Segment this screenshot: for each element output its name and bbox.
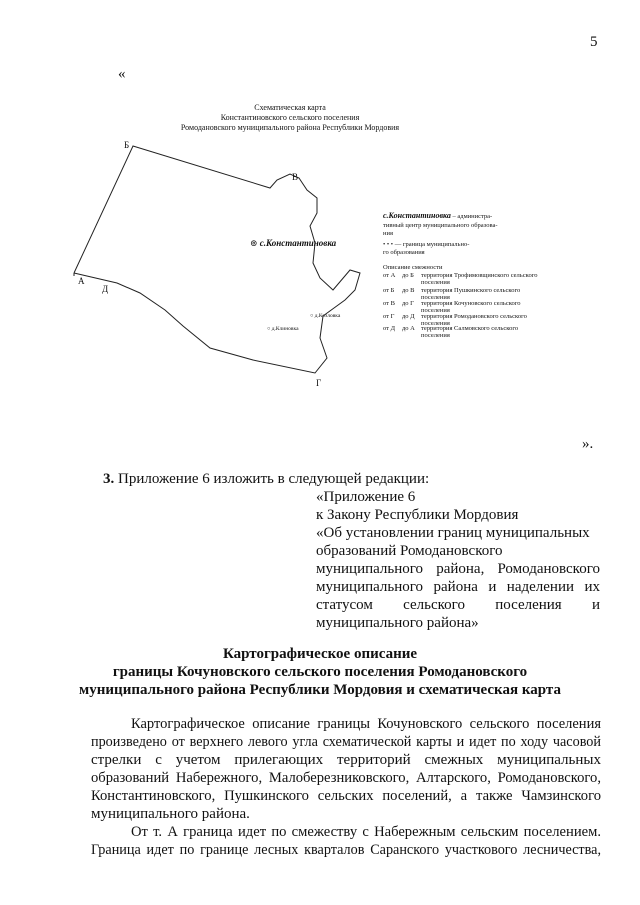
center-marker-icon: ⊚: [250, 238, 258, 248]
point-d-label: Д: [102, 284, 109, 294]
paragraph-1-line: произведено от верхнего левого угла схематической карты и идет по ходу часовой: [91, 734, 601, 750]
close-quote: ».: [582, 436, 594, 452]
village-1-name: д.Козловка: [314, 313, 341, 319]
adjacency-to: до Г: [402, 300, 414, 307]
appendix-line-8: муниципального района»: [316, 615, 479, 631]
heading-line-1: Картографическое описание: [222, 646, 418, 662]
point-v-label: В: [292, 172, 299, 182]
adjacency-from: от В: [383, 300, 395, 307]
adjacency-desc: территория Салмовского сельского: [421, 325, 519, 332]
legend-adjacency-title: Описание смежности: [383, 264, 443, 271]
appendix-line-1: «Приложение 6: [316, 489, 416, 505]
map-title-line-1: Схематическая карта: [254, 103, 326, 112]
adjacency-desc: территория Трофимовщинского сельского: [421, 272, 538, 279]
paragraph-1-line: Константиновского, Пушкинского сельских поселений, а также Чамзинского: [91, 788, 601, 804]
appendix-line-4: образований Ромодановского: [316, 543, 503, 559]
legend-center-name: с.Константиновка: [383, 211, 451, 220]
item-3: [103, 470, 429, 488]
page-number: 5: [590, 34, 598, 50]
adjacency-from: от Г: [383, 313, 395, 320]
adjacency-from: от А: [383, 272, 396, 279]
legend-center-desc-2: тивный центр муниципального образова-: [383, 222, 498, 229]
map-title-line-3: Ромодановского муниципального района Республики Мордовия: [180, 123, 400, 132]
legend-center: [383, 212, 492, 221]
adjacency-to: до Б: [402, 272, 414, 279]
center-name: с.Константиновка: [259, 238, 337, 248]
appendix-line-6: муниципального района и наделении их: [316, 579, 600, 595]
adjacency-desc: поселения: [421, 332, 450, 339]
adjacency-to: до Д: [402, 313, 415, 320]
paragraph-1-line: муниципального района.: [91, 806, 250, 822]
paragraph-1-line: стрелки с учетом прилегающих территорий смежных муниципальных: [91, 752, 601, 768]
village-2-name: д.Клиновка: [271, 326, 299, 332]
adjacency-desc: поселения: [421, 294, 450, 301]
adjacency-desc: поселения: [421, 320, 450, 327]
paragraph-1: [91, 715, 601, 823]
settlement-village-1: [310, 311, 340, 321]
map-title-line-2: Константиновского сельского поселения: [220, 113, 360, 122]
legend-center-desc-1: – администра-: [450, 213, 493, 220]
village-marker-icon: ○: [267, 326, 271, 332]
paragraph-1-line: Картографическое описание границы Кочуновского сельского поселения: [131, 716, 601, 732]
adjacency-from: от Д: [383, 325, 396, 332]
appendix-line-5: муниципального района, Ромодановского: [316, 561, 600, 577]
boundary-symbol-icon: • • •: [383, 241, 394, 248]
adjacency-desc: территория Пушкинского сельского: [421, 287, 521, 294]
village-marker-icon: ○: [310, 313, 314, 319]
adjacency-desc: поселения: [421, 279, 450, 286]
boundary-map: [55, 98, 375, 398]
legend-center-desc-3: ния: [383, 230, 393, 237]
appendix-line-3: «Об установлении границ муниципальных: [316, 525, 590, 541]
point-b-label: Б: [124, 140, 130, 150]
heading-line-3: муниципального района Республики Мордовия и схематическая карта: [79, 682, 561, 698]
paragraph-2-line: Граница идет по границе лесных кварталов Саранского участкового лесничества,: [91, 842, 601, 858]
boundary-line: [74, 146, 360, 373]
settlement-village-2: [267, 324, 299, 334]
adjacency-desc: территория Ромодановского сельского: [421, 313, 527, 320]
open-quote: «: [118, 66, 126, 82]
heading-line-2: границы Кочуновского сельского поселения Ромодановского: [112, 664, 528, 680]
adjacency-desc: поселения: [421, 307, 450, 314]
adjacency-from: от Б: [383, 287, 395, 294]
settlement-center: [250, 238, 336, 248]
point-g-label: Г: [316, 378, 322, 388]
appendix-line-7: статусом сельского поселения и: [316, 597, 600, 613]
paragraph-2-line: От т. А граница идет по смежеству с Набережным сельским поселением.: [131, 824, 601, 840]
appendix-line-2: к Закону Республики Мордовия: [316, 507, 519, 523]
legend-boundary-desc-2: го образования: [383, 249, 425, 256]
point-a-label: А: [78, 276, 85, 286]
paragraph-2: [91, 823, 601, 859]
adjacency-to: до А: [402, 325, 415, 332]
paragraph-1-line: образований Набережного, Малоберезниковского, Алтарского, Ромодановского,: [91, 770, 601, 786]
legend-boundary-desc-1: — граница муниципально-: [394, 241, 470, 248]
item-3-number: 3.: [103, 471, 115, 487]
legend-boundary: [383, 241, 469, 249]
adjacency-desc: территория Кочуновского сельского: [421, 300, 521, 307]
item-3-text: Приложение 6 изложить в следующей редакции:: [114, 471, 430, 487]
adjacency-to: до В: [402, 287, 415, 294]
